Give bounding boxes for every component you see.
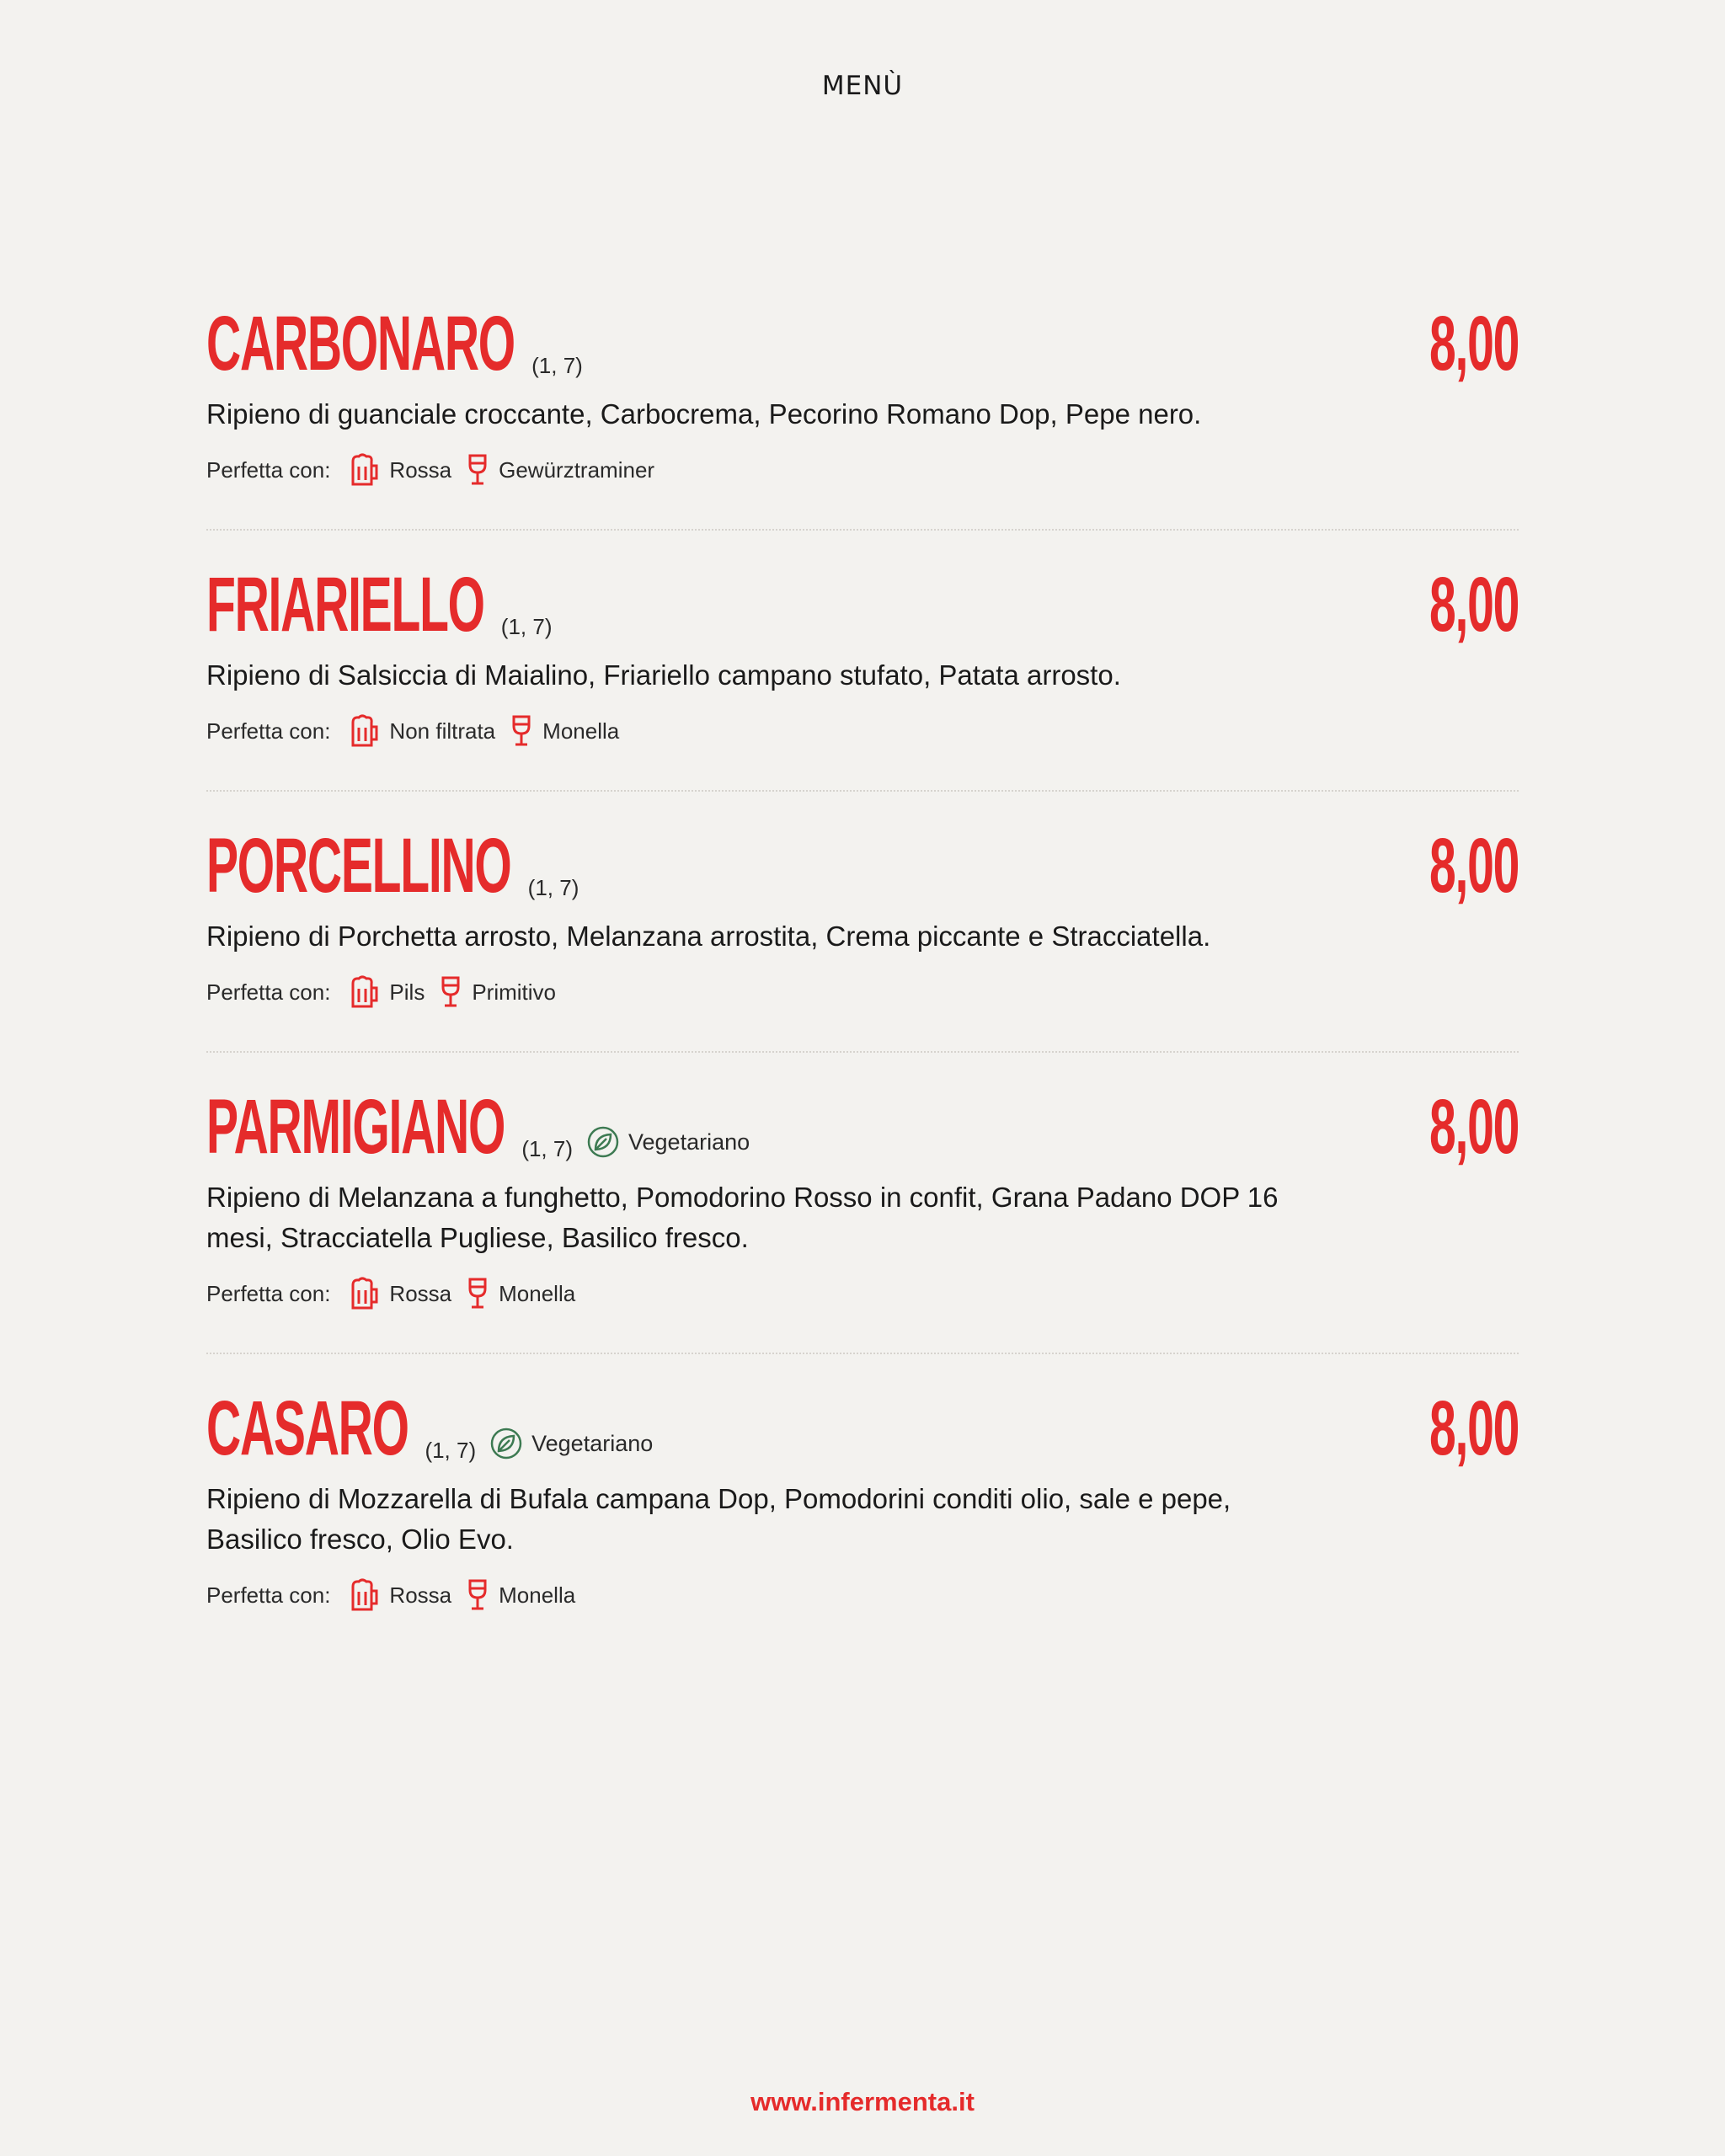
menu-item	[206, 531, 1519, 792]
item-price: 8,00	[1429, 1385, 1519, 1471]
pairing	[206, 714, 1519, 748]
menu-item	[206, 1354, 1519, 1654]
menu-item	[206, 286, 1519, 531]
item-price: 8,00	[1429, 562, 1519, 648]
item-name: FRIARIELLO	[206, 562, 484, 648]
item-name: CARBONARO	[206, 301, 515, 387]
allergens: (1, 7)	[425, 1438, 477, 1463]
wine-pairing: Monella	[542, 718, 620, 744]
wine-glass-icon	[467, 1578, 489, 1612]
beer-mug-icon	[349, 975, 379, 1009]
item-price: 8,00	[1429, 1084, 1519, 1170]
beer-mug-icon	[349, 714, 379, 748]
pairing	[206, 1277, 1519, 1310]
beer-mug-icon	[349, 1277, 379, 1310]
beer-pairing: Rossa	[389, 1582, 452, 1608]
pairing-label: Perfetta con:	[206, 1582, 331, 1608]
vegetarian-badge	[489, 1427, 653, 1460]
item-name: PORCELLINO	[206, 823, 511, 909]
allergens: (1, 7)	[531, 353, 583, 378]
beer-pairing: Rossa	[389, 1280, 452, 1306]
vegetarian-label: Vegetariano	[628, 1129, 750, 1155]
allergens: (1, 7)	[521, 1136, 573, 1161]
wine-pairing: Monella	[499, 1582, 576, 1608]
item-price: 8,00	[1429, 301, 1519, 387]
leaf-icon	[489, 1427, 523, 1460]
wine-glass-icon	[510, 714, 532, 748]
vegetarian-badge	[586, 1125, 750, 1159]
beer-pairing: Non filtrata	[389, 718, 496, 744]
pairing-label: Perfetta con:	[206, 979, 331, 1005]
item-name: CASARO	[206, 1385, 409, 1471]
pairing	[206, 975, 1519, 1009]
menu-list	[206, 286, 1519, 1654]
menu-item	[206, 792, 1519, 1053]
item-description: Ripieno di Salsiccia di Maialino, Friariello campano stufato, Patata arrosto.	[206, 659, 1121, 691]
pairing-label: Perfetta con:	[206, 1280, 331, 1306]
footer-website-link[interactable]: www.infermenta.it	[750, 2087, 975, 2116]
wine-glass-icon	[467, 453, 489, 487]
pairing-label: Perfetta con:	[206, 456, 331, 483]
menu-item	[206, 1053, 1519, 1354]
item-price: 8,00	[1429, 823, 1519, 909]
wine-pairing: Monella	[499, 1280, 576, 1306]
item-description: Ripieno di guanciale croccante, Carbocrema, Pecorino Romano Dop, Pepe nero.	[206, 398, 1202, 430]
pairing-label: Perfetta con:	[206, 718, 331, 744]
item-description: Ripieno di Melanzana a funghetto, Pomodorino Rosso in confit, Grana Padano DOP 16 mesi, Stracciatella Pugliese, Basilico fresco.	[206, 1182, 1279, 1253]
wine-pairing: Primitivo	[472, 979, 556, 1005]
leaf-icon	[586, 1125, 620, 1159]
pairing	[206, 453, 1519, 487]
allergens: (1, 7)	[500, 614, 553, 639]
wine-pairing: Gewürztraminer	[499, 456, 655, 483]
wine-glass-icon	[440, 975, 462, 1009]
item-name: PARMIGIANO	[206, 1084, 505, 1170]
beer-mug-icon	[349, 453, 379, 487]
wine-glass-icon	[467, 1277, 489, 1310]
allergens: (1, 7)	[527, 875, 579, 900]
beer-mug-icon	[349, 1578, 379, 1612]
item-description: Ripieno di Porchetta arrosto, Melanzana arrostita, Crema piccante e Stracciatella.	[206, 921, 1211, 952]
beer-pairing: Rossa	[389, 456, 452, 483]
beer-pairing: Pils	[389, 979, 425, 1005]
pairing	[206, 1578, 1519, 1612]
item-description: Ripieno di Mozzarella di Bufala campana Dop, Pomodorini conditi olio, sale e pepe, Basilico fresco, Olio Evo.	[206, 1483, 1231, 1555]
vegetarian-label: Vegetariano	[531, 1430, 654, 1456]
page-title: MENÙ	[821, 71, 904, 101]
